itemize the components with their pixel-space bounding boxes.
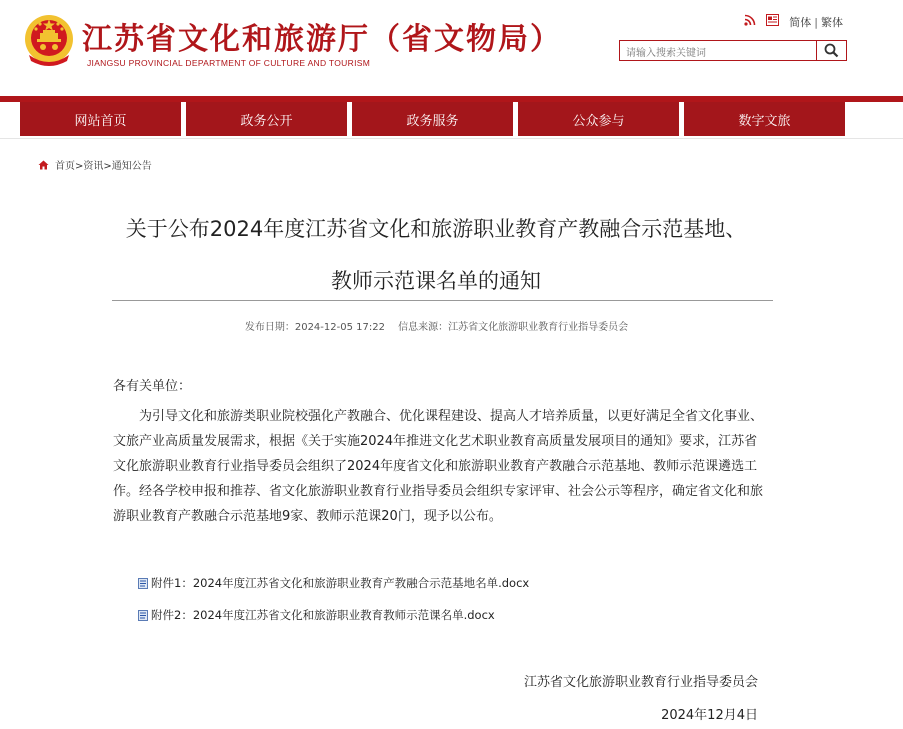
nav-item-digital-tourism[interactable]: 数字文旅	[684, 102, 845, 136]
breadcrumb	[38, 157, 152, 172]
search-input[interactable]	[620, 44, 822, 63]
breadcrumb-text[interactable]: 首页>资讯>通知公告	[55, 161, 152, 172]
signature: 江苏省文化旅游职业教育行业指导委员会	[523, 675, 758, 690]
site-header	[0, 0, 903, 96]
national-emblem-logo	[23, 13, 75, 67]
article-title	[88, 203, 784, 307]
publish-date: 2024-12-05 17:22	[294, 322, 385, 333]
publish-label: 发布日期：	[244, 322, 295, 333]
nav-item-public-participation[interactable]: 公众参与	[518, 102, 679, 136]
publish-date-group	[245, 322, 385, 333]
site-title[interactable]: 江苏省文化和旅游厅（省文物局）	[82, 22, 562, 57]
nav-item-government-services[interactable]: 政务服务	[352, 102, 513, 136]
source-text: 江苏省文化旅游职业教育行业指导委员会	[448, 322, 629, 333]
top-tools	[744, 14, 843, 30]
main-nav	[20, 102, 845, 136]
simplified-link[interactable]: 简体	[789, 16, 812, 29]
nav-item-home[interactable]: 网站首页	[20, 102, 181, 136]
attachment-link-2[interactable]	[138, 607, 495, 623]
rss-icon[interactable]	[744, 14, 756, 30]
search-icon	[824, 43, 839, 58]
search-button[interactable]	[817, 40, 847, 61]
tools-separator: |	[814, 15, 818, 29]
site-subtitle-en: JIANGSU PROVINCIAL DEPARTMENT OF CULTURE AND TOURISM	[87, 58, 371, 68]
source-group	[398, 322, 628, 333]
document-icon	[138, 610, 148, 621]
nav-item-government-affairs[interactable]: 政务公开	[186, 102, 347, 136]
traditional-link[interactable]: 繁体	[821, 16, 843, 29]
article-meta	[0, 318, 873, 333]
signature-date: 2024年12月4日	[661, 708, 758, 723]
nav-divider	[0, 138, 903, 139]
attachment-label-2[interactable]: 附件2：2024年度江苏省文化和旅游职业教育教师示范课名单.docx	[151, 608, 495, 622]
salutation: 各有关单位：	[113, 379, 192, 394]
document-icon	[138, 578, 148, 589]
home-icon	[38, 160, 49, 170]
article-title-line-1: 关于公布2024年度江苏省文化和旅游职业教育产教融合示范基地、	[125, 217, 747, 241]
search-box	[619, 40, 817, 61]
title-divider	[112, 300, 773, 301]
attachment-link-1[interactable]	[138, 575, 529, 591]
attachment-label-1[interactable]: 附件1：2024年度江苏省文化和旅游职业教育产教融合示范基地名单.docx	[151, 576, 530, 590]
article-title-line-2: 教师示范课名单的通知	[331, 269, 541, 293]
source-label: 信息来源：	[398, 322, 449, 333]
article-icon[interactable]	[766, 14, 779, 30]
article-body: 为引导文化和旅游类职业院校强化产教融合、优化课程建设、提高人才培养质量，以更好满足全省文化事业、文旅产业高质量发展需求，根据《关于实施2024年推进文化艺术职业教育高质量发展项目的通知》要求，江苏省文化旅游职业教育行业指导委员会组织了2024年度省文化和旅游职业教育产教融合示范基地、教师示范课遴选工作。经各学校申报和推荐、省文化旅游职业教育行业指导委员会组织专家评审、社会公示等程序，确定省文化和旅游职业教育产教融合示范基地9家、教师示范课20门，现予以公布。	[113, 409, 764, 524]
